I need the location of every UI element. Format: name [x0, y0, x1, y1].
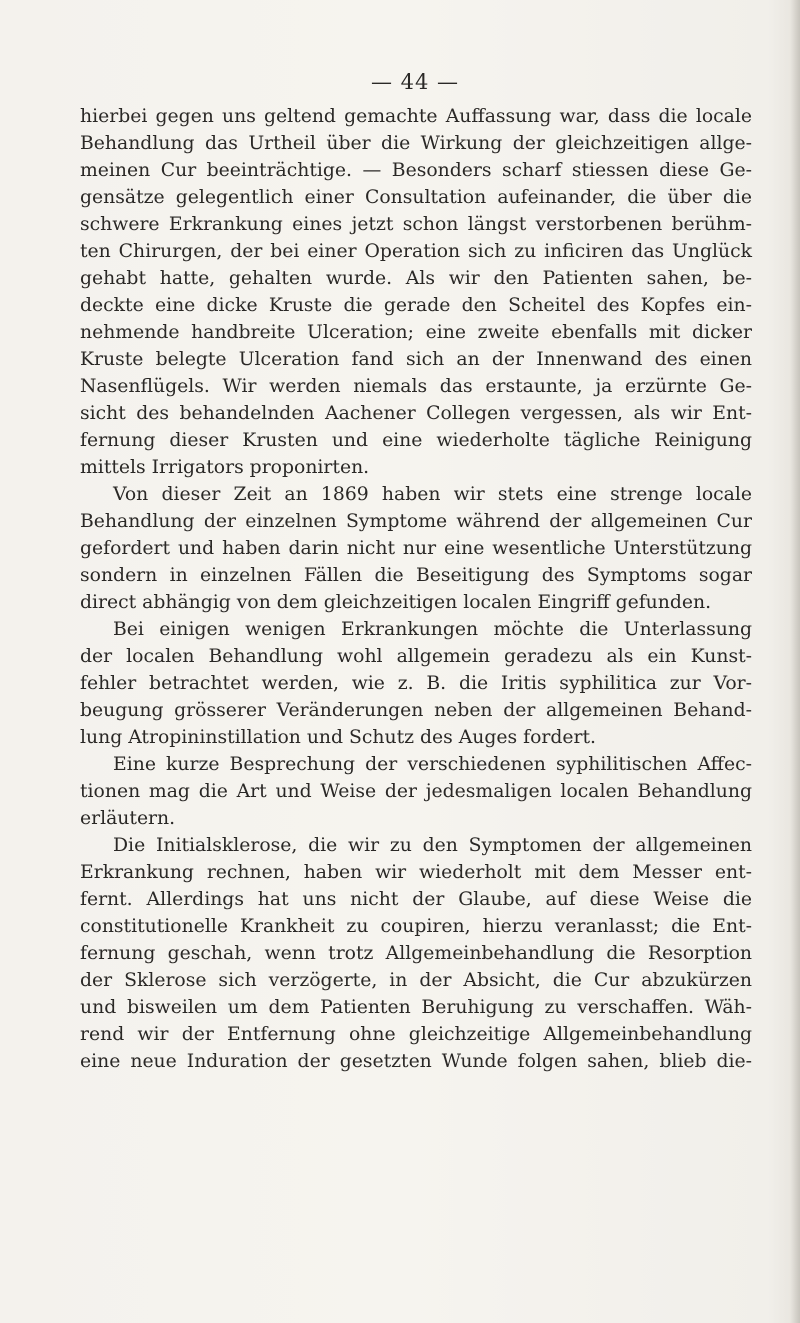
text-line: fernt. Allerdings hat uns nicht der Glaube, auf diese Weise die: [80, 889, 752, 910]
text-line: fernung dieser Krusten und eine wiederholte tägliche Reinigung: [80, 430, 752, 451]
text-line: ten Chirurgen, der bei einer Operation sich zu inficiren das Unglück: [80, 241, 752, 262]
page-edge-shadow: [790, 0, 800, 1323]
text-line: Bei einigen wenigen Erkrankungen möchte die Unterlassung: [113, 619, 752, 640]
text-line: gehabt hatte, gehalten wurde. Als wir den Patienten sahen, be-: [80, 268, 752, 289]
text-line: direct abhängig von dem gleichzeitigen localen Eingriff gefunden.: [80, 592, 712, 613]
text-line: der localen Behandlung wohl allgemein geradezu als ein Kunst-: [80, 646, 752, 667]
text-line: Nasenflügels. Wir werden niemals das erstaunte, ja erzürnte Ge-: [80, 376, 752, 397]
text-line: mittels Irrigators proponirten.: [80, 457, 370, 478]
text-line: sondern in einzelnen Fällen die Beseitigung des Symptoms sogar: [80, 565, 752, 586]
text-line: gefordert und haben darin nicht nur eine wesentliche Unterstützung: [80, 538, 752, 559]
text-line: deckte eine dicke Kruste die gerade den Scheitel des Kopfes ein-: [80, 295, 752, 316]
text-line: Von dieser Zeit an 1869 haben wir stets eine strenge locale: [113, 484, 752, 505]
text-line: fernung geschah, wenn trotz Allgemeinbehandlung die Resorption: [80, 943, 752, 964]
text-line: sicht des behandelnden Aachener Collegen vergessen, als wir Ent-: [80, 403, 752, 424]
text-line: eine neue Induration der gesetzten Wunde folgen sahen, blieb die-: [80, 1051, 752, 1072]
text-line: gensätze gelegentlich einer Consultation aufeinander, die über die: [80, 187, 752, 208]
text-line: Kruste belegte Ulceration fand sich an der Innenwand des einen: [80, 349, 752, 370]
text-line: meinen Cur beeinträchtige. — Besonders scharf stiessen diese Ge-: [80, 160, 752, 181]
text-line: tionen mag die Art und Weise der jedesmaligen localen Behandlung: [80, 781, 752, 802]
text-line: beugung grösserer Veränderungen neben der allgemeinen Behand-: [80, 700, 752, 721]
page-number-header: — 44 —: [370, 70, 460, 94]
body-text: [80, 103, 752, 1075]
text-line: fehler betrachtet werden, wie z. B. die Iritis syphilitica zur Vor-: [80, 673, 752, 694]
text-line: schwere Erkrankung eines jetzt schon längst verstorbenen berühm-: [80, 214, 752, 235]
text-line: Erkrankung rechnen, haben wir wiederholt mit dem Messer ent-: [80, 862, 752, 883]
text-line: der Sklerose sich verzögerte, in der Absicht, die Cur abzukürzen: [80, 970, 752, 991]
text-line: Die Initialsklerose, die wir zu den Symptomen der allgemeinen: [113, 835, 752, 856]
text-line: rend wir der Entfernung ohne gleichzeitige Allgemeinbehandlung: [80, 1024, 752, 1045]
text-line: Behandlung der einzelnen Symptome während der allgemeinen Cur: [80, 511, 752, 532]
text-line: erläutern.: [80, 808, 176, 829]
text-line: Eine kurze Besprechung der verschiedenen syphilitischen Affec-: [113, 754, 752, 775]
text-line: und bisweilen um dem Patienten Beruhigung zu verschaffen. Wäh-: [80, 997, 752, 1018]
text-line: constitutionelle Krankheit zu coupiren, hierzu veranlasst; die Ent-: [80, 916, 752, 937]
text-line: Behandlung das Urtheil über die Wirkung der gleichzeitigen allge-: [80, 133, 752, 154]
text-line: hierbei gegen uns geltend gemachte Auffassung war, dass die locale: [80, 106, 752, 127]
text-line: nehmende handbreite Ulceration; eine zweite ebenfalls mit dicker: [80, 322, 752, 343]
text-line: lung Atropininstillation und Schutz des Auges fordert.: [80, 727, 597, 748]
